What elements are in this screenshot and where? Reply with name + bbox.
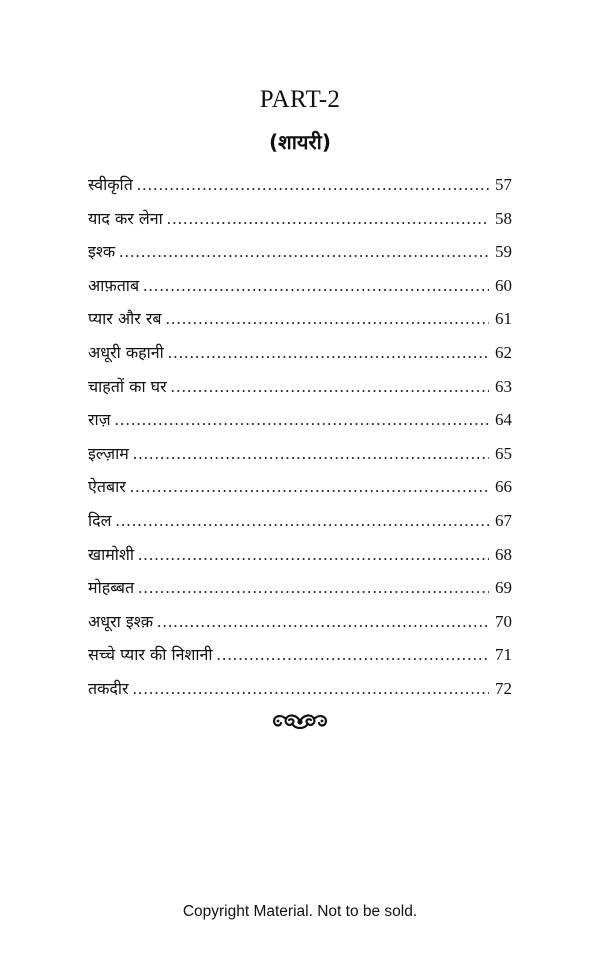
toc-entry: [88, 403, 512, 437]
toc-entry: [88, 571, 512, 605]
toc-dot-leader: [167, 202, 489, 236]
toc-dot-leader: [133, 672, 489, 706]
toc-entry-page: 66: [495, 477, 512, 497]
toc-entry-title: दिल: [88, 510, 112, 530]
toc-entry-title: राज़: [88, 410, 111, 430]
toc-entry-page: 62: [495, 342, 512, 362]
toc-entry-page: 65: [495, 443, 512, 463]
toc-entry: [88, 202, 512, 236]
toc-entry-title: ऐतबार: [88, 477, 126, 497]
toc-entry-page: 68: [495, 544, 512, 564]
toc-dot-leader: [130, 470, 489, 504]
toc-entry: [88, 168, 512, 202]
flourish-ornament-icon: [270, 708, 330, 734]
part-subtitle: (शायरी): [268, 130, 332, 154]
toc-entry-title: सच्चे प्यार की निशानी: [88, 645, 213, 665]
toc-entry-title: चाहतों का घर: [88, 376, 167, 396]
toc-entry: [88, 235, 512, 269]
toc-dot-leader: [137, 168, 489, 202]
toc-dot-leader: [166, 302, 489, 336]
toc-entry-page: 64: [495, 410, 512, 430]
toc-entry-page: 71: [495, 645, 512, 665]
toc-entry-title: अधूरा इश्क़: [88, 611, 154, 631]
toc-entry-title: खामोशी: [88, 544, 134, 564]
toc-entry-page: 59: [495, 242, 512, 262]
toc-entry-page: 63: [495, 376, 512, 396]
toc-entry: [88, 437, 512, 471]
toc-entry-title: अधूरी कहानी: [88, 342, 164, 362]
toc-entry-page: 57: [495, 175, 512, 194]
toc-entry-title: आफ़ताब: [88, 275, 140, 295]
toc-entry-title: स्वीकृति: [88, 175, 133, 194]
toc-entry-page: 72: [495, 678, 512, 698]
part-title: PART-2: [259, 86, 341, 113]
toc-entry-page: 67: [495, 510, 512, 530]
copyright-notice: Copyright Material. Not to be sold.: [182, 903, 418, 920]
toc-entry: [88, 370, 512, 404]
toc-entry-page: 60: [495, 275, 512, 295]
toc-entry: [88, 504, 512, 538]
toc-entry-title: तकदीर: [88, 678, 129, 698]
toc-dot-leader: [217, 638, 489, 672]
toc-entry-title: प्यार और रब: [88, 309, 162, 329]
table-of-contents: [88, 168, 512, 706]
toc-dot-leader: [171, 370, 489, 404]
toc-entry: [88, 269, 512, 303]
toc-dot-leader: [119, 235, 489, 269]
toc-entry-page: 58: [495, 208, 512, 228]
toc-entry-page: 70: [495, 611, 512, 631]
toc-entry-title: इल्ज़ाम: [88, 443, 129, 463]
toc-entry-page: 61: [495, 309, 512, 329]
toc-entry: [88, 336, 512, 370]
toc-dot-leader: [116, 504, 490, 538]
toc-entry: [88, 638, 512, 672]
toc-entry: [88, 470, 512, 504]
toc-entry: [88, 302, 512, 336]
toc-dot-leader: [133, 437, 489, 471]
toc-entry: [88, 605, 512, 639]
toc-entry: [88, 538, 512, 572]
toc-dot-leader: [143, 269, 489, 303]
toc-dot-leader: [138, 571, 489, 605]
toc-entry-title: मोहब्बत: [88, 578, 135, 598]
toc-dot-leader: [115, 403, 489, 437]
toc-dot-leader: [168, 336, 489, 370]
toc-entry-page: 69: [495, 578, 512, 598]
toc-entry: [88, 672, 512, 706]
toc-entry-title: इश्क: [88, 242, 116, 262]
toc-dot-leader: [138, 538, 489, 572]
toc-entry-title: याद कर लेना: [88, 208, 163, 228]
toc-dot-leader: [157, 605, 489, 639]
